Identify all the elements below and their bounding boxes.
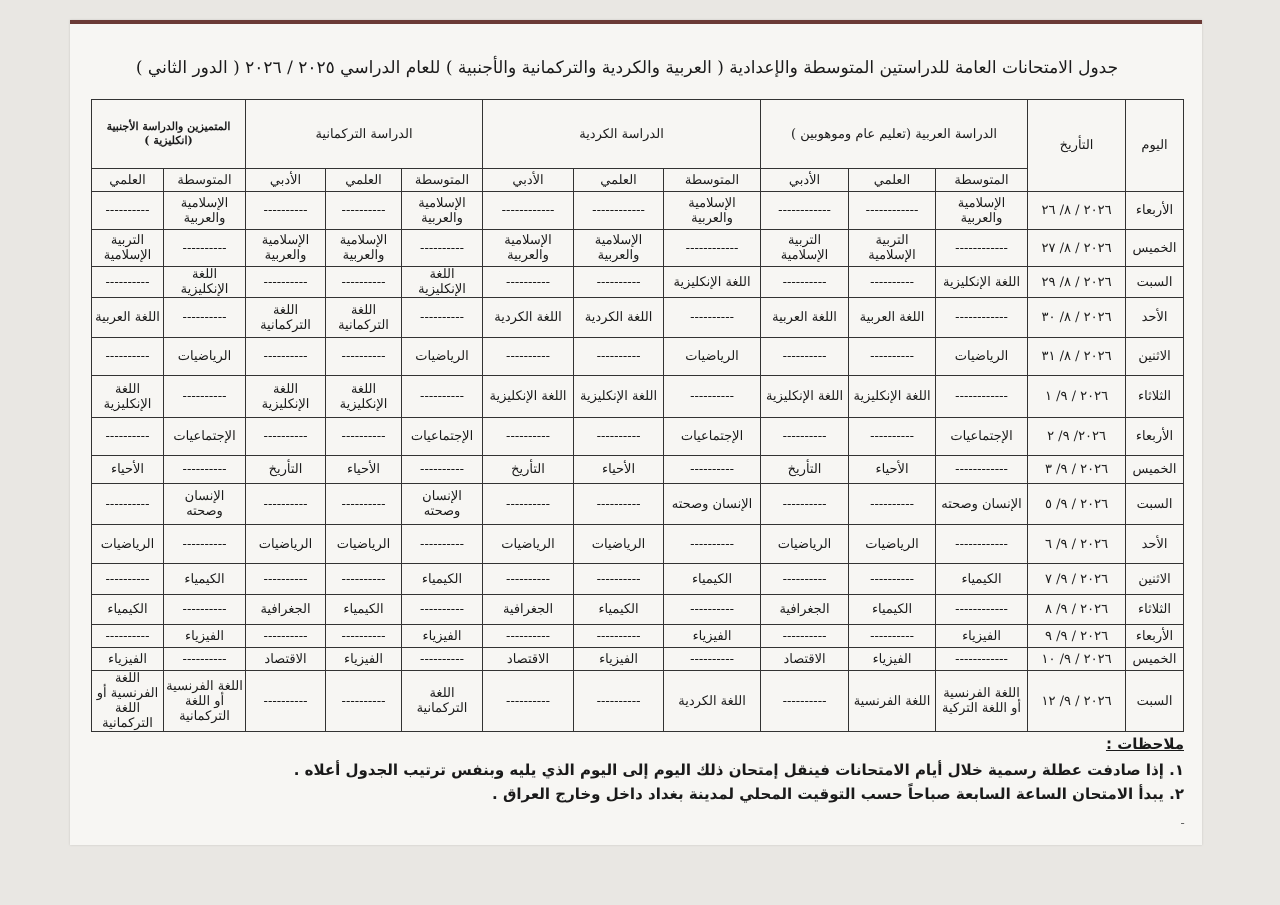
day-cell: الخميس: [1126, 456, 1184, 484]
subject-cell: ----------: [483, 625, 574, 648]
subject-cell: الأحياء: [326, 456, 402, 484]
subject-cell: ----------: [326, 564, 402, 595]
subject-cell: ----------: [164, 376, 246, 418]
day-cell: الاثنين: [1126, 564, 1184, 595]
subject-cell: ----------: [761, 267, 849, 298]
subject-cell: ----------: [483, 671, 574, 732]
subheader-turkmen-intermediate: المتوسطة: [402, 169, 483, 192]
subject-cell: اللغة الكردية: [483, 298, 574, 338]
table-row: [92, 267, 1184, 298]
subject-cell: ----------: [92, 418, 164, 456]
subheader-foreign-intermediate: المتوسطة: [164, 169, 246, 192]
subject-cell: ------------: [761, 192, 849, 230]
date-cell: ٢٠٢٦ / ٩/ ١٠: [1028, 648, 1126, 671]
date-cell: ٢٠٢٦ / ٨/ ٢٩: [1028, 267, 1126, 298]
subject-cell: ----------: [574, 671, 664, 732]
subject-cell: ----------: [849, 625, 936, 648]
subject-cell: اللغة الإنكليزية: [164, 267, 246, 298]
subject-cell: ----------: [246, 625, 326, 648]
subject-cell: ----------: [92, 564, 164, 595]
subject-cell: اللغة الفرنسية أو اللغة التركمانية: [92, 671, 164, 732]
subject-cell: التأريخ: [761, 456, 849, 484]
subject-cell: ----------: [664, 595, 761, 625]
table-row: [92, 418, 1184, 456]
subject-cell: ----------: [326, 671, 402, 732]
date-cell: ٢٠٢٦ / ٨/ ٢٧: [1028, 230, 1126, 267]
subject-cell: ----------: [402, 525, 483, 564]
subject-cell: الرياضيات: [849, 525, 936, 564]
date-cell: ٢٠٢٦ / ٩/ ٣: [1028, 456, 1126, 484]
top-border-line: [70, 20, 1202, 24]
subject-cell: الإجتماعيات: [936, 418, 1028, 456]
table-row: [92, 525, 1184, 564]
subject-cell: الفيزياء: [574, 648, 664, 671]
subject-cell: الإجتماعيات: [164, 418, 246, 456]
date-cell: ٢٠٢٦ / ٩/ ٧: [1028, 564, 1126, 595]
subject-cell: الكيمياء: [402, 564, 483, 595]
subject-cell: الإسلامية والعربية: [574, 230, 664, 267]
subject-cell: ----------: [574, 418, 664, 456]
day-cell: الأحد: [1126, 298, 1184, 338]
subject-cell: اللغة الإنكليزية: [92, 376, 164, 418]
subject-cell: اللغة الإنكليزية: [483, 376, 574, 418]
subject-cell: اللغة الإنكليزية: [664, 267, 761, 298]
subject-cell: الفيزياء: [936, 625, 1028, 648]
subject-cell: الإسلامية والعربية: [164, 192, 246, 230]
subject-cell: ----------: [849, 418, 936, 456]
subject-cell: ----------: [164, 230, 246, 267]
subject-cell: اللغة الإنكليزية: [402, 267, 483, 298]
subject-cell: التربية الإسلامية: [92, 230, 164, 267]
subject-cell: اللغة العربية: [92, 298, 164, 338]
day-cell: الثلاثاء: [1126, 595, 1184, 625]
subject-cell: ----------: [246, 564, 326, 595]
subject-cell: الإسلامية والعربية: [326, 230, 402, 267]
subject-cell: اللغة الكردية: [664, 671, 761, 732]
note-item-1: ١. إذا صادفت عطلة رسمية خلال أيام الامتحانات فينقل إمتحان ذلك اليوم إلى اليوم الذي يليه وبنفس ترتيب الجدول أعلاه .: [293, 761, 1184, 779]
subject-cell: ----------: [326, 192, 402, 230]
header-kurdish-study: الدراسة الكردية: [483, 100, 761, 169]
subheader-kurdish-intermediate: المتوسطة: [664, 169, 761, 192]
subject-cell: التأريخ: [483, 456, 574, 484]
document-page: [70, 20, 1202, 845]
subject-cell: الأحياء: [849, 456, 936, 484]
subject-cell: ----------: [402, 298, 483, 338]
subject-cell: ----------: [402, 230, 483, 267]
subject-cell: ----------: [574, 338, 664, 376]
subject-cell: ----------: [402, 595, 483, 625]
subject-cell: الرياضيات: [402, 338, 483, 376]
table-row: [92, 338, 1184, 376]
subject-cell: ----------: [402, 648, 483, 671]
subject-cell: اللغة الإنكليزية: [326, 376, 402, 418]
day-cell: الأربعاء: [1126, 625, 1184, 648]
subject-cell: الجغرافية: [483, 595, 574, 625]
subject-cell: ----------: [483, 418, 574, 456]
subject-cell: الرياضيات: [936, 338, 1028, 376]
subject-cell: ----------: [92, 625, 164, 648]
subject-cell: ------------: [936, 376, 1028, 418]
day-cell: السبت: [1126, 484, 1184, 525]
subheader-turkmen-scientific: العلمي: [326, 169, 402, 192]
subject-cell: الفيزياء: [402, 625, 483, 648]
subject-cell: ------------: [936, 298, 1028, 338]
subject-cell: التربية الإسلامية: [849, 230, 936, 267]
subject-cell: ----------: [849, 338, 936, 376]
subject-cell: ----------: [849, 267, 936, 298]
header-turkmen-study: الدراسة التركمانية: [246, 100, 483, 169]
subject-cell: ----------: [164, 298, 246, 338]
subject-cell: الاقتصاد: [246, 648, 326, 671]
subject-cell: ----------: [849, 484, 936, 525]
subheader-kurdish-literary: الأدبي: [483, 169, 574, 192]
subject-cell: الإسلامية والعربية: [936, 192, 1028, 230]
subject-cell: ----------: [402, 456, 483, 484]
subject-cell: ----------: [664, 525, 761, 564]
subject-cell: اللغة العربية: [761, 298, 849, 338]
subject-cell: الرياضيات: [664, 338, 761, 376]
subject-cell: ------------: [936, 456, 1028, 484]
subheader-arabic-scientific: العلمي: [849, 169, 936, 192]
header-day: اليوم: [1126, 100, 1184, 192]
subject-cell: الفيزياء: [664, 625, 761, 648]
table-row: [92, 230, 1184, 267]
subject-cell: الأحياء: [574, 456, 664, 484]
subject-cell: اللغة التركمانية: [402, 671, 483, 732]
subject-cell: الإنسان وصحته: [664, 484, 761, 525]
subject-cell: الاقتصاد: [483, 648, 574, 671]
subject-cell: ----------: [574, 484, 664, 525]
subject-cell: الإجتماعيات: [664, 418, 761, 456]
subject-cell: الإسلامية والعربية: [246, 230, 326, 267]
subject-cell: ----------: [92, 192, 164, 230]
day-cell: السبت: [1126, 267, 1184, 298]
subject-cell: الإنسان وصحته: [164, 484, 246, 525]
subject-cell: الكيمياء: [92, 595, 164, 625]
table-row: [92, 376, 1184, 418]
corner-mark: ـ: [1181, 816, 1184, 827]
subject-cell: الإسلامية والعربية: [402, 192, 483, 230]
subject-cell: ----------: [246, 671, 326, 732]
header-date: التأريخ: [1028, 100, 1126, 192]
subheader-turkmen-literary: الأدبي: [246, 169, 326, 192]
subject-cell: الإسلامية والعربية: [664, 192, 761, 230]
table-row: [92, 671, 1184, 732]
subject-cell: ----------: [246, 484, 326, 525]
subject-cell: ----------: [326, 338, 402, 376]
subject-cell: الكيمياء: [936, 564, 1028, 595]
date-cell: ٢٠٢٦ / ٨/ ٢٦: [1028, 192, 1126, 230]
subject-cell: ----------: [326, 267, 402, 298]
subject-cell: الاقتصاد: [761, 648, 849, 671]
subject-cell: ----------: [483, 267, 574, 298]
subject-cell: ----------: [164, 525, 246, 564]
subject-cell: ----------: [761, 671, 849, 732]
subject-cell: اللغة الإنكليزية: [246, 376, 326, 418]
subheader-kurdish-scientific: العلمي: [574, 169, 664, 192]
subject-cell: الفيزياء: [164, 625, 246, 648]
subject-cell: الإجتماعيات: [402, 418, 483, 456]
date-cell: ٢٠٢٦ / ٩/ ٦: [1028, 525, 1126, 564]
date-cell: ٢٠٢٦ / ٩/ ١٢: [1028, 671, 1126, 732]
subject-cell: ----------: [402, 376, 483, 418]
subheader-arabic-intermediate: المتوسطة: [936, 169, 1028, 192]
subject-cell: ----------: [849, 564, 936, 595]
subject-cell: ----------: [326, 625, 402, 648]
subject-cell: ------------: [664, 230, 761, 267]
subject-cell: التربية الإسلامية: [761, 230, 849, 267]
exam-schedule-table: [91, 99, 1184, 732]
subject-cell: الجغرافية: [246, 595, 326, 625]
subject-cell: ----------: [664, 648, 761, 671]
subject-cell: الإسلامية والعربية: [483, 230, 574, 267]
subject-cell: ----------: [664, 298, 761, 338]
subject-cell: ----------: [483, 564, 574, 595]
subject-cell: الرياضيات: [92, 525, 164, 564]
subject-cell: الكيمياء: [664, 564, 761, 595]
subheader-arabic-literary: الأدبي: [761, 169, 849, 192]
subject-cell: اللغة التركمانية: [246, 298, 326, 338]
subject-cell: ----------: [664, 456, 761, 484]
subject-cell: الفيزياء: [92, 648, 164, 671]
day-cell: الخميس: [1126, 648, 1184, 671]
subject-cell: اللغة الإنكليزية: [761, 376, 849, 418]
subject-cell: ----------: [574, 267, 664, 298]
subject-cell: الجغرافية: [761, 595, 849, 625]
day-cell: الثلاثاء: [1126, 376, 1184, 418]
subject-cell: ----------: [246, 338, 326, 376]
subject-cell: الإنسان وصحته: [402, 484, 483, 525]
subject-cell: ----------: [246, 267, 326, 298]
subject-cell: الأحياء: [92, 456, 164, 484]
date-cell: ٢٠٢٦ / ٨/ ٣٠: [1028, 298, 1126, 338]
day-cell: السبت: [1126, 671, 1184, 732]
subject-cell: التأريخ: [246, 456, 326, 484]
subject-cell: ----------: [761, 418, 849, 456]
subject-cell: ------------: [936, 648, 1028, 671]
subject-cell: الكيمياء: [326, 595, 402, 625]
subject-cell: ----------: [664, 376, 761, 418]
subject-cell: ----------: [164, 595, 246, 625]
subject-cell: ----------: [761, 564, 849, 595]
subject-cell: ----------: [326, 418, 402, 456]
subject-cell: اللغة الإنكليزية: [936, 267, 1028, 298]
subject-cell: الفيزياء: [849, 648, 936, 671]
notes-heading: ملاحظات :: [1105, 735, 1184, 753]
subheader-foreign-scientific: العلمي: [92, 169, 164, 192]
subject-cell: اللغة الكردية: [574, 298, 664, 338]
subject-cell: الفيزياء: [326, 648, 402, 671]
subject-cell: ----------: [761, 625, 849, 648]
subject-cell: ----------: [483, 338, 574, 376]
subject-cell: الرياضيات: [483, 525, 574, 564]
subject-cell: الرياضيات: [574, 525, 664, 564]
subject-cell: الإنسان وصحته: [936, 484, 1028, 525]
date-cell: ٢٠٢٦ / ٩/ ١: [1028, 376, 1126, 418]
subject-cell: الكيمياء: [849, 595, 936, 625]
subject-cell: ----------: [92, 338, 164, 376]
header-foreign-study: المتميزين والدراسة الأجنبية (انكليزية ): [92, 100, 246, 169]
date-cell: ٢٠٢٦/ ٩/ ٢: [1028, 418, 1126, 456]
table-row: [92, 648, 1184, 671]
subject-cell: ----------: [164, 456, 246, 484]
date-cell: ٢٠٢٦ / ٩/ ٨: [1028, 595, 1126, 625]
table-row: [92, 192, 1184, 230]
day-cell: الاثنين: [1126, 338, 1184, 376]
notes-section: [94, 732, 1184, 806]
subject-cell: الرياضيات: [164, 338, 246, 376]
header-arabic-study: الدراسة العربية (تعليم عام وموهوبين ): [761, 100, 1028, 169]
day-cell: الخميس: [1126, 230, 1184, 267]
subject-cell: اللغة الإنكليزية: [574, 376, 664, 418]
table-row: [92, 456, 1184, 484]
subject-cell: اللغة التركمانية: [326, 298, 402, 338]
subject-cell: ----------: [246, 192, 326, 230]
subject-cell: ------------: [574, 192, 664, 230]
page-title: جدول الامتحانات العامة للدراستين المتوسطة والإعدادية ( العربية والكردية والتركمانية والأجنبية ) للعام الدراسي ٢٠٢٥ / ٢٠٢٦ ( الدور الثاني ): [135, 58, 1119, 78]
note-item-2: ٢. يبدأ الامتحان الساعة السابعة صباحاً حسب التوقيت المحلي لمدينة بغداد داخل وخارج العراق .: [492, 785, 1184, 803]
table-row: [92, 595, 1184, 625]
date-cell: ٢٠٢٦ / ٩/ ٩: [1028, 625, 1126, 648]
subject-cell: ----------: [761, 484, 849, 525]
subject-cell: ------------: [936, 595, 1028, 625]
subject-cell: الكيمياء: [164, 564, 246, 595]
subject-cell: الرياضيات: [761, 525, 849, 564]
day-cell: الأربعاء: [1126, 418, 1184, 456]
table-row: [92, 484, 1184, 525]
subject-cell: الرياضيات: [326, 525, 402, 564]
date-cell: ٢٠٢٦ / ٨/ ٣١: [1028, 338, 1126, 376]
subject-cell: اللغة الفرنسية: [849, 671, 936, 732]
table-row: [92, 298, 1184, 338]
subject-cell: ----------: [574, 564, 664, 595]
subject-cell: اللغة العربية: [849, 298, 936, 338]
subject-cell: الكيمياء: [574, 595, 664, 625]
table-row: [92, 564, 1184, 595]
subject-cell: ----------: [483, 484, 574, 525]
subject-cell: ----------: [92, 484, 164, 525]
subject-cell: ----------: [164, 648, 246, 671]
subject-cell: اللغة الفرنسية أو اللغة التركمانية: [164, 671, 246, 732]
subject-cell: ------------: [936, 525, 1028, 564]
date-cell: ٢٠٢٦ / ٩/ ٥: [1028, 484, 1126, 525]
subject-cell: ----------: [246, 418, 326, 456]
subject-cell: ----------: [92, 267, 164, 298]
subject-cell: ------------: [483, 192, 574, 230]
subject-cell: اللغة الفرنسية أو اللغة التركية: [936, 671, 1028, 732]
subject-cell: ----------: [326, 484, 402, 525]
subject-cell: الرياضيات: [246, 525, 326, 564]
day-cell: الأربعاء: [1126, 192, 1184, 230]
subject-cell: اللغة الإنكليزية: [849, 376, 936, 418]
subject-cell: ------------: [936, 230, 1028, 267]
subject-cell: ----------: [761, 338, 849, 376]
table-row: [92, 625, 1184, 648]
subject-cell: ----------: [574, 625, 664, 648]
day-cell: الأحد: [1126, 525, 1184, 564]
subject-cell: ------------: [849, 192, 936, 230]
